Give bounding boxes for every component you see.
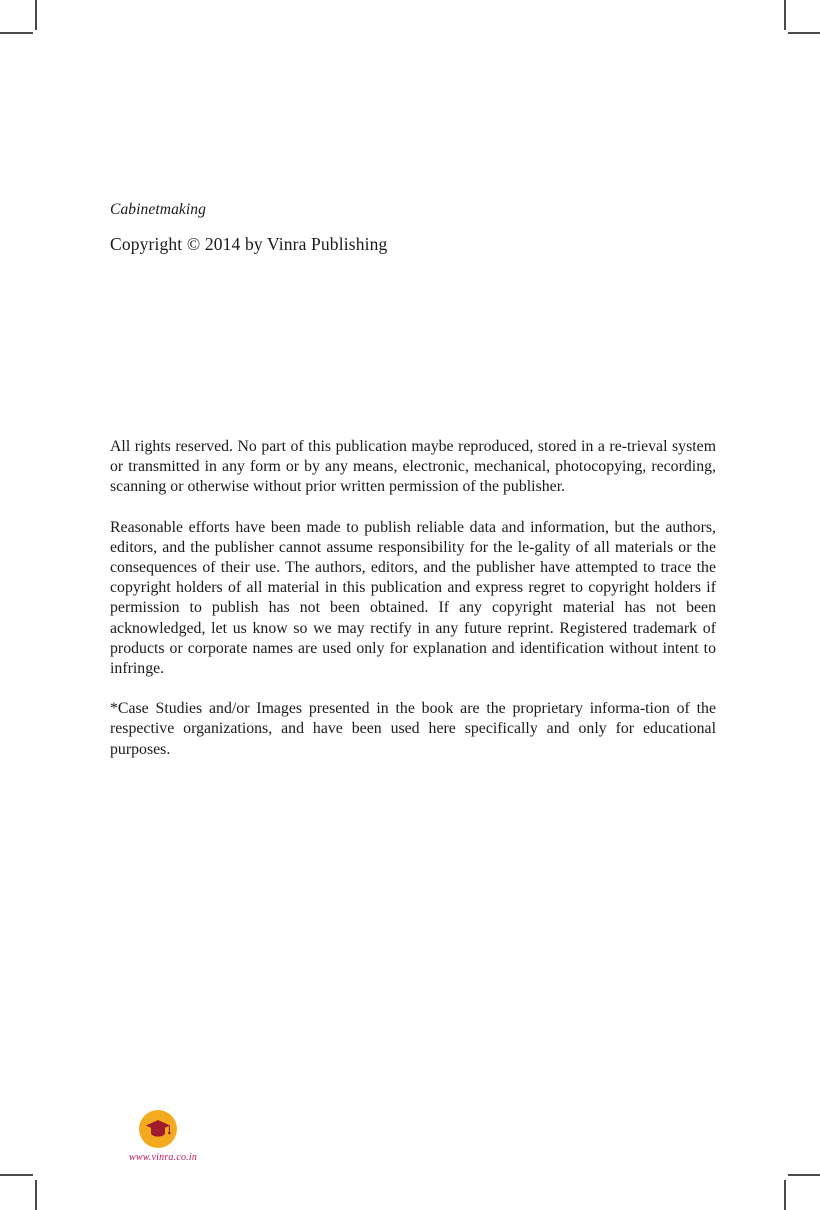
book-title: Cabinetmaking (110, 201, 207, 218)
legal-notices (110, 437, 716, 760)
crop-mark-top-right-horizontal (788, 32, 820, 34)
crop-mark-top-left-vertical (35, 0, 37, 30)
crop-mark-bottom-left-horizontal (0, 1174, 33, 1176)
crop-mark-top-right-vertical (784, 0, 786, 30)
legal-paragraph-disclaimer: Reasonable efforts have been made to publish reliable data and information, but the authors, editors, and the publisher cannot assume responsibility for the le-gality of all materials or the consequences of their use. The authors, editors, and the publisher have attempted to trace the copyright holders of all material in this publication and express regret to copyright holders if permission to publish has not been obtained. If any copyright material has not been acknowledged, let us know so we may rectify in any future reprint. Registered trademark of products or corporate names are used only for explanation and identification without intent to infringe. (110, 518, 716, 678)
copyright-statement: Copyright © 2014 by Vinra Publishing (110, 234, 388, 254)
crop-mark-bottom-right-vertical (784, 1180, 786, 1210)
legal-paragraph-rights-reserved: All rights reserved. No part of this publication maybe reproduced, stored in a re-trieval system or transmitted in any form or by any means, electronic, mechanical, photocopying, recording, scanning or otherwise without prior written permission of the publisher. (110, 438, 716, 496)
crop-mark-bottom-right-horizontal (788, 1174, 820, 1176)
publisher-logo (118, 1110, 208, 1163)
publisher-website-url: www.vinra.co.in (128, 1152, 198, 1163)
crop-mark-bottom-left-vertical (35, 1180, 37, 1210)
logo-badge-circle (139, 1110, 177, 1148)
graduation-cap-icon (145, 1119, 171, 1141)
legal-paragraph-case-studies-note: *Case Studies and/or Images presented in the book are the proprietary informa-tion of the respective organizations, and have been used here specifically and only for educational purposes. (110, 700, 716, 758)
crop-mark-top-left-horizontal (0, 32, 33, 34)
